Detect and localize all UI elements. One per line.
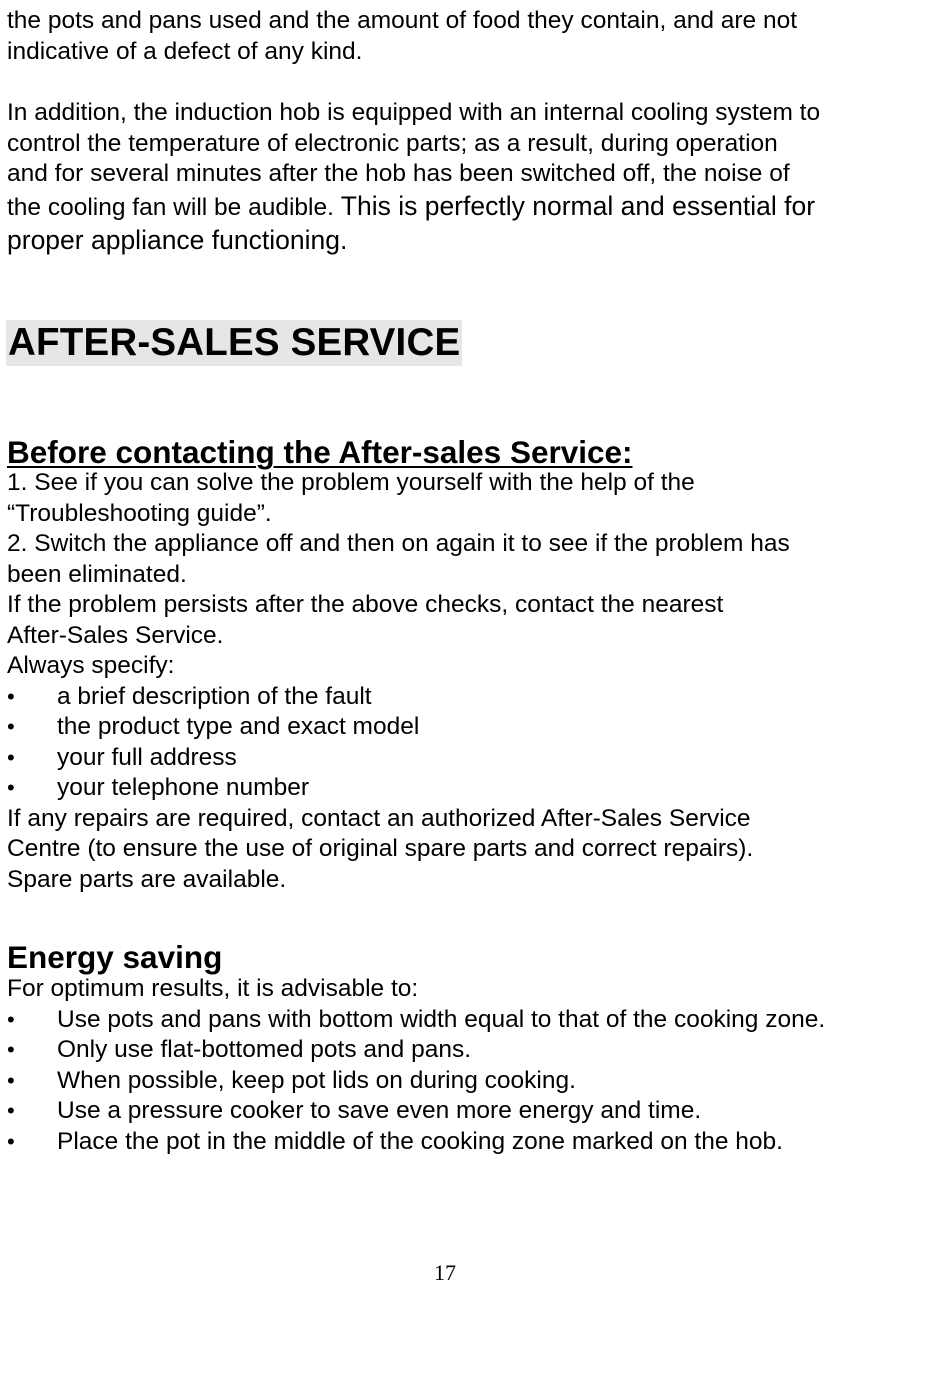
list-item-text: your telephone number bbox=[57, 774, 309, 801]
intro-paragraph-continued bbox=[7, 6, 797, 67]
text-line: indicative of a defect of any kind. bbox=[7, 37, 363, 65]
bullet-icon: • bbox=[7, 1006, 15, 1032]
text-line: Always specify: bbox=[7, 652, 175, 679]
text-line: the pots and pans used and the amount of food they contain, and are not bbox=[7, 7, 798, 34]
cooling-system-paragraph bbox=[7, 98, 820, 257]
text-line: 2. Switch the appliance off and then on again it to see if the problem has bbox=[7, 530, 790, 557]
list-item bbox=[7, 682, 790, 713]
bullet-icon: • bbox=[7, 683, 15, 709]
bullet-icon: • bbox=[7, 744, 15, 770]
text-line: 1. See if you can solve the problem yourself with the help of the bbox=[7, 469, 695, 496]
bullet-icon: • bbox=[7, 775, 15, 800]
bullet-icon: • bbox=[7, 1128, 15, 1154]
list-item-text: Use pots and pans with bottom width equal to that of the cooking zone. bbox=[57, 1005, 826, 1033]
section-title-after-sales: AFTER-SALES SERVICE bbox=[8, 321, 461, 364]
list-item bbox=[7, 1005, 825, 1036]
page-number: 17 bbox=[434, 1260, 456, 1285]
bullet-icon: • bbox=[7, 1098, 15, 1123]
list-item-text: Only use flat-bottomed pots and pans. bbox=[57, 1036, 472, 1063]
text-line: If any repairs are required, contact an authorized After-Sales Service bbox=[7, 804, 751, 832]
list-item-text: the product type and exact model bbox=[57, 713, 420, 740]
list-item bbox=[7, 1066, 825, 1097]
list-item bbox=[7, 1035, 825, 1066]
text-fragment: This is perfectly normal and essential for bbox=[333, 190, 816, 221]
list-item bbox=[7, 712, 790, 743]
bullet-icon: • bbox=[7, 1067, 15, 1093]
text-line: After-Sales Service. bbox=[7, 621, 224, 649]
list-item-text: your full address bbox=[57, 743, 237, 771]
text-line: Centre (to ensure the use of original spare parts and correct repairs). bbox=[7, 835, 754, 862]
list-item-text: a brief description of the fault bbox=[57, 682, 372, 710]
text-line bbox=[7, 190, 820, 224]
list-item-text: Use a pressure cooker to save even more energy and time. bbox=[57, 1097, 702, 1124]
bullet-icon: • bbox=[7, 714, 15, 739]
text-line: In addition, the induction hob is equipped with an internal cooling system to bbox=[7, 99, 821, 126]
text-line: If the problem persists after the above checks, contact the nearest bbox=[7, 591, 724, 618]
list-item-text: Place the pot in the middle of the cooking zone marked on the hob. bbox=[57, 1127, 783, 1155]
text-line: proper appliance functioning. bbox=[7, 224, 348, 255]
text-line: and for several minutes after the hob has been switched off, the noise of bbox=[7, 160, 790, 187]
text-line: “Troubleshooting guide”. bbox=[7, 499, 272, 527]
energy-saving-heading: Energy saving bbox=[7, 939, 223, 975]
list-item bbox=[7, 773, 790, 804]
after-sales-instructions bbox=[7, 468, 790, 895]
list-item bbox=[7, 1127, 825, 1158]
text-line: Spare parts are available. bbox=[7, 865, 287, 893]
text-line: For optimum results, it is advisable to: bbox=[7, 975, 419, 1002]
energy-saving-tips bbox=[7, 974, 825, 1157]
bullet-icon: • bbox=[7, 1037, 15, 1062]
text-fragment: the cooling fan will be audible. bbox=[7, 193, 334, 221]
text-line: been eliminated. bbox=[7, 560, 187, 588]
before-contacting-heading: Before contacting the After-sales Service: bbox=[7, 434, 633, 470]
text-line: control the temperature of electronic parts; as a result, during operation bbox=[7, 129, 778, 157]
list-item bbox=[7, 1096, 825, 1127]
list-item-text: When possible, keep pot lids on during cooking. bbox=[57, 1066, 576, 1094]
list-item bbox=[7, 743, 790, 774]
